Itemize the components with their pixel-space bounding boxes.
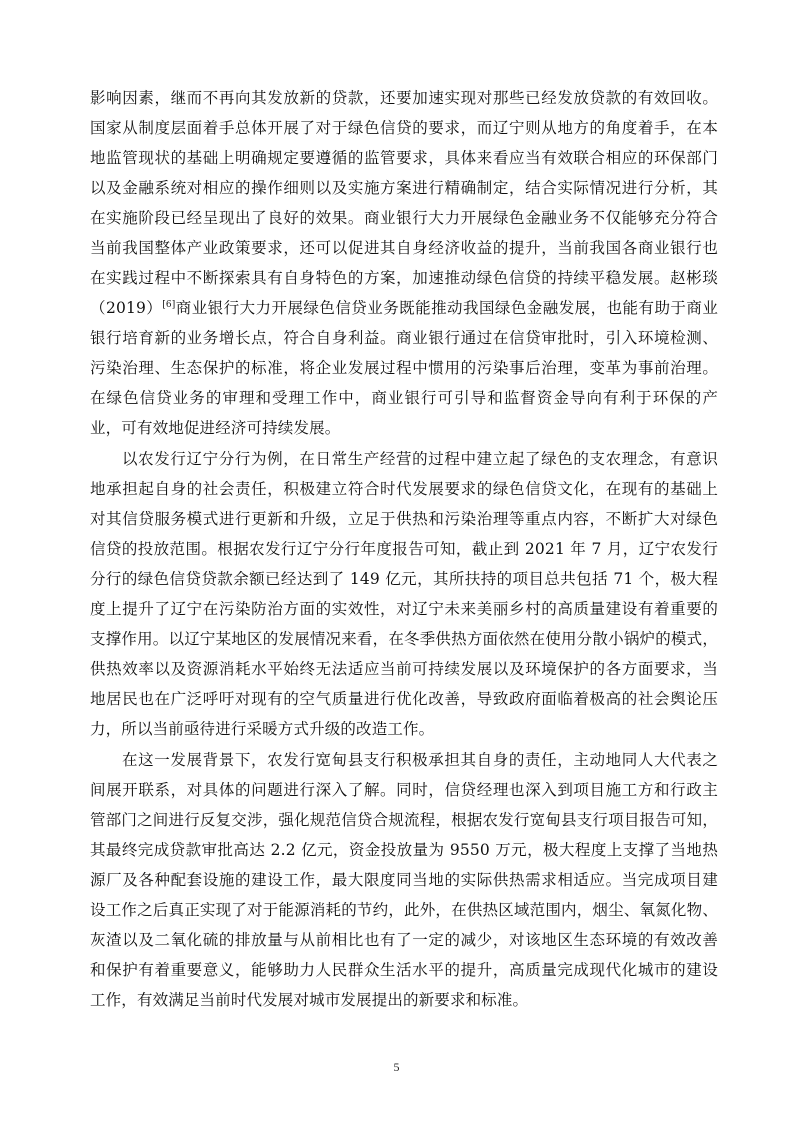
page-number: 5 xyxy=(393,1060,400,1074)
text-line: 国家从制度层面着手总体开展了对于绿色信贷的要求，而辽宁则从地方的角度着手，在本 xyxy=(90,119,718,137)
text-line-with-citation xyxy=(90,298,718,318)
citation-text: 商业银行大力开展绿色信贷业务既能推动我国绿色金融发展，也能有助于商业 xyxy=(175,299,718,317)
text-line: 工作，有效满足当前时代发展对城市发展提出的新要求和标准。 xyxy=(90,991,529,1009)
text-line: 影响因素，继而不再向其发放新的贷款，还要加速实现对那些已经发放贷款的有效回收。 xyxy=(90,89,718,107)
text-line: 间展开联系，对具体的问题进行深入了解。同时，信贷经理也深入到项目施工方和行政主 xyxy=(90,781,718,799)
text-line: 源厂及各种配套设施的建设工作，最大限度同当地的实际供热需求相适应。当完成项目建 xyxy=(90,871,718,889)
text-line: 在实施阶段已经呈现出了良好的效果。商业银行大力开展绿色金融业务不仅能够充分符合 xyxy=(90,209,718,227)
text-line: 灰渣以及二氧化硫的排放量与从前相比也有了一定的减少，对该地区生态环境的有效改善 xyxy=(90,931,718,949)
text-line: 供热效率以及资源消耗水平始终无法适应当前可持续发展以及环境保护的各方面要求，当 xyxy=(90,660,718,678)
text-line: 对其信贷服务模式进行更新和升级，立足于供热和污染治理等重点内容，不断扩大对绿色 xyxy=(90,510,718,528)
text-line: 分行的绿色信贷贷款余额已经达到了 149 亿元，其所扶持的项目总共包括 71 个，极大程 xyxy=(90,570,718,588)
text-line: 其最终完成贷款审批高达 2.2 亿元，资金投放量为 9550 万元，极大程度上支撑了当地热 xyxy=(90,841,718,859)
text-line: 力，所以当前亟待进行采暖方式升级的改造工作。 xyxy=(90,720,435,738)
text-line: 支撑作用。以辽宁某地区的发展情况来看，在冬季供热方面依然在使用分散小锅炉的模式， xyxy=(90,630,718,648)
text-line: 在绿色信贷业务的审理和受理工作中，商业银行可引导和监督资金导向有利于环保的产 xyxy=(90,389,718,407)
text-line: 污染治理、生态保护的标准，将企业发展过程中惯用的污染事后治理，变革为事前治理。 xyxy=(90,359,718,377)
text-line: 管部门之间进行反复交涉，强化规范信贷合规流程，根据农发行宽甸县支行项目报告可知， xyxy=(90,811,718,829)
citation-marker: [6] xyxy=(162,299,176,310)
text-line: 地监管现状的基础上明确规定要遵循的监管要求，具体来看应当有效联合相应的环保部门 xyxy=(90,149,718,167)
text-line: 和保护有着重要意义，能够助力人民群众生活水平的提升，高质量完成现代化城市的建设 xyxy=(90,961,718,979)
text-line: 在这一发展背景下，农发行宽甸县支行积极承担其自身的责任，主动地同人大代表之 xyxy=(122,751,718,769)
text-line: 以农发行辽宁分行为例，在日常生产经营的过程中建立起了绿色的支农理念，有意识 xyxy=(122,450,718,468)
text-line: 业，可有效地促进经济可持续发展。 xyxy=(90,419,341,437)
text-line: 信贷的投放范围。根据农发行辽宁分行年度报告可知，截止到 2021 年 7 月，辽宁农发行 xyxy=(90,540,718,558)
text-line: 度上提升了辽宁在污染防治方面的实效性，对辽宁未来美丽乡村的高质量建设有着重要的 xyxy=(90,600,718,618)
text-line: 在实践过程中不断探索具有自身特色的方案，加速推动绿色信贷的持续平稳发展。赵彬琰 xyxy=(90,269,718,287)
text-line: 银行培育新的业务增长点，符合自身利益。商业银行通过在信贷审批时，引入环境检测、 xyxy=(90,329,718,347)
text-line: 当前我国整体产业政策要求，还可以促进其自身经济收益的提升，当前我国各商业银行也 xyxy=(90,239,718,257)
text-line: 以及金融系统对相应的操作细则以及实施方案进行精确制定，结合实际情况进行分析，其 xyxy=(90,179,718,197)
citation-author-year: （2019） xyxy=(90,299,163,317)
text-line: 设工作之后真正实现了对于能源消耗的节约，此外，在供热区域范围内，烟尘、氧氮化物、 xyxy=(90,901,718,919)
text-line: 地承担起自身的社会责任，积极建立符合时代发展要求的绿色信贷文化，在现有的基础上 xyxy=(90,480,718,498)
text-line: 地居民也在广泛呼吁对现有的空气质量进行优化改善，导致政府面临着极高的社会舆论压 xyxy=(90,690,718,708)
